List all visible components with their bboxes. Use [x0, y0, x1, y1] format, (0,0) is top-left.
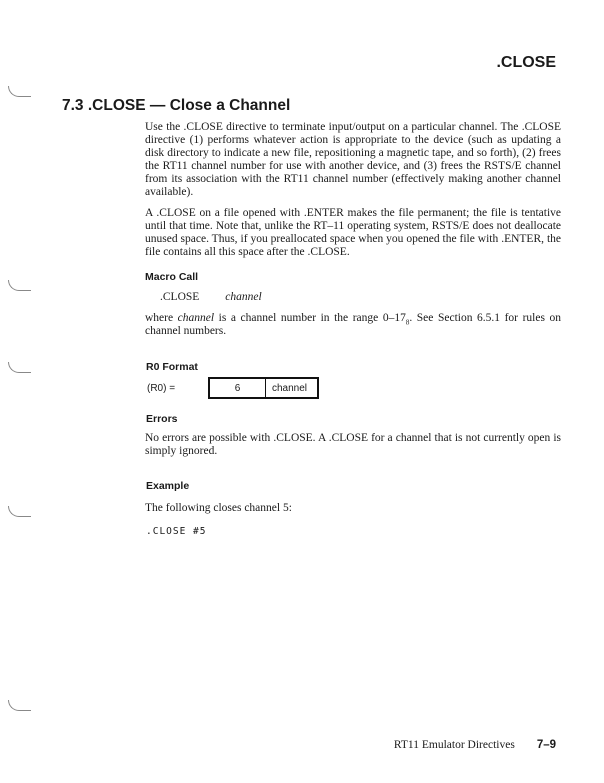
radix-subscript: 8 — [405, 318, 410, 327]
where-text: where — [145, 312, 178, 324]
binder-hole-mark — [8, 280, 31, 291]
r0-field-low: channel — [272, 382, 308, 394]
example-text: The following closes channel 5: — [145, 502, 292, 514]
page-footer — [394, 739, 556, 751]
section-title: .CLOSE — Close a Channel — [87, 97, 291, 114]
content-column — [145, 121, 561, 538]
macro-where — [145, 312, 561, 338]
page-number: 7–9 — [536, 739, 556, 751]
r0-label: (R0) = — [147, 382, 176, 394]
binder-hole-mark — [8, 362, 31, 373]
section-number: 7.3 — [62, 97, 84, 114]
paragraph-1: Use the .CLOSE directive to terminate input/output on a particular channel. The .CLOSE directive (1) performs whatever action is appropriate to the device (such as updating a disk directory to indicate a new file, repositioning a magnetic tape, and so forth), (2) frees the RT11 channel number for use with another device, and (3) frees the RSTS/E channel from its association with the RT11 channel number (effectively making another channel available). — [145, 121, 561, 198]
r0-format-heading: R0 Format — [146, 361, 198, 373]
footer-title: RT11 Emulator Directives — [393, 739, 515, 751]
errors-text: No errors are possible with .CLOSE. A .CLOSE for a channel that is not currently open is simply ignored. — [145, 432, 561, 457]
errors-heading: Errors — [146, 413, 178, 425]
example-code: .CLOSE #5 — [146, 526, 207, 537]
r0-field-high: 6 — [210, 379, 266, 397]
example-heading: Example — [146, 480, 190, 492]
binder-hole-mark — [8, 506, 31, 517]
r0-format-row — [147, 377, 561, 399]
binder-hole-mark — [8, 700, 31, 711]
paragraph-2: A .CLOSE on a file opened with .ENTER makes the file permanent; the file is tentative until that time. Note that, unlike the RT–11 operating system, RSTS/E does not deallocate unused space. Thus, if you preallocated space when you opened the file with .ENTER, the file contains all this space after the .CLOSE. — [145, 207, 561, 258]
section-heading — [62, 97, 290, 115]
where-italic: channel — [177, 312, 215, 324]
macro-arg: channel — [225, 291, 262, 303]
r0-format-box — [208, 377, 319, 399]
macro-call-syntax — [160, 291, 561, 304]
where-text: . See Section 6.5.1 for rules on channel numbers. — [145, 312, 561, 337]
macro-name: .CLOSE — [160, 291, 200, 303]
running-head: .CLOSE — [496, 54, 556, 71]
where-text: is a channel number in the range 0–17 — [214, 312, 406, 324]
binder-hole-mark — [8, 86, 31, 97]
macro-call-heading: Macro Call — [145, 271, 199, 283]
